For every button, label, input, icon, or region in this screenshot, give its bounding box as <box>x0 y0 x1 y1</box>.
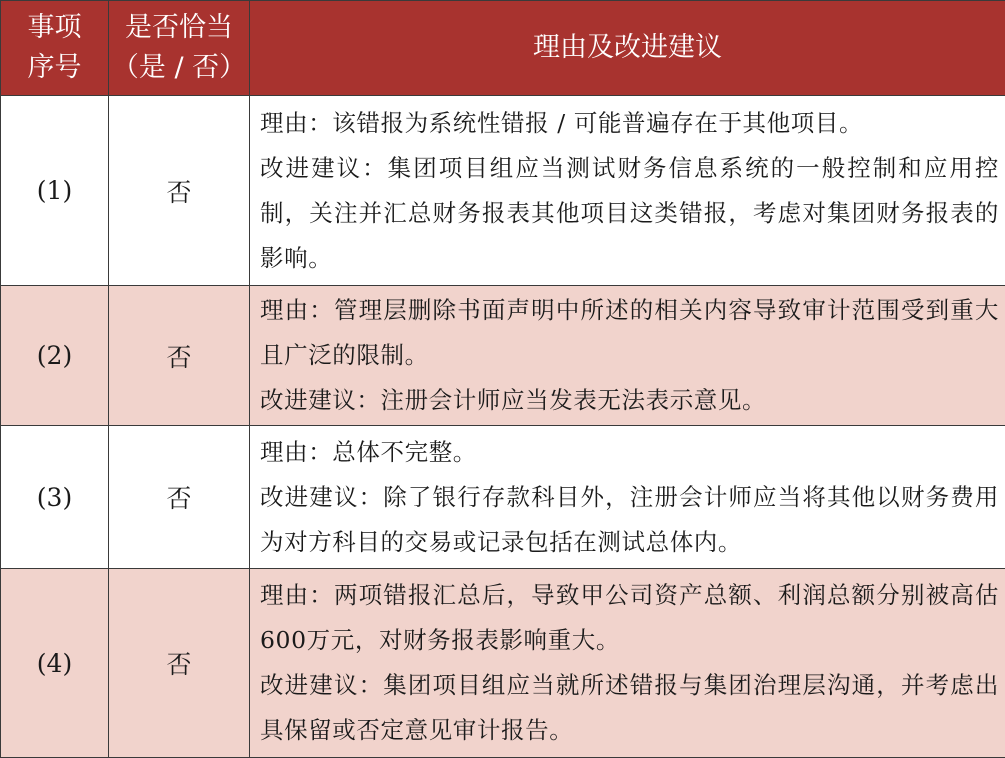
header-reason-advice: 理由及改进建议 <box>250 1 1005 96</box>
item-number: (1) <box>1 96 109 286</box>
advice-text: 改进建议：集团项目组应当就所述错报与集团治理层沟通，并考虑出具保留或否定意见审计报告。 <box>260 663 999 753</box>
table-row <box>1 286 1005 426</box>
header-item-number <box>1 1 109 96</box>
header-item-number-line-1: 事项 <box>1 8 108 48</box>
advice-text: 改进建议：注册会计师应当发表无法表示意见。 <box>260 378 999 423</box>
table-row <box>1 569 1005 758</box>
header-appropriate-line-2: （是 / 否） <box>109 48 249 88</box>
reason-text: 理由：管理层删除书面声明中所述的相关内容导致审计范围受到重大且广泛的限制。 <box>260 288 999 378</box>
header-appropriate-line-1: 是否恰当 <box>109 8 249 48</box>
reason-advice-cell <box>250 569 1005 758</box>
appropriate-value: 否 <box>109 426 250 569</box>
reason-advice-cell <box>250 286 1005 426</box>
appropriate-value: 否 <box>109 286 250 426</box>
item-number: (2) <box>1 286 109 426</box>
advice-text: 改进建议：集团项目组应当测试财务信息系统的一般控制和应用控制，关注并汇总财务报表其他项目这类错报，考虑对集团财务报表的影响。 <box>260 146 999 281</box>
advice-text: 改进建议：除了银行存款科目外，注册会计师应当将其他以财务费用为对方科目的交易或记录包括在测试总体内。 <box>260 475 999 565</box>
item-number: (4) <box>1 569 109 758</box>
header-appropriate <box>109 1 250 96</box>
reason-text: 理由：该错报为系统性错报 / 可能普遍存在于其他项目。 <box>260 101 999 146</box>
item-number: (3) <box>1 426 109 569</box>
header-item-number-line-2: 序号 <box>1 48 108 88</box>
reason-advice-cell <box>250 426 1005 569</box>
reason-advice-cell <box>250 96 1005 286</box>
table-header-row <box>1 1 1005 96</box>
reason-text: 理由：总体不完整。 <box>260 430 999 475</box>
table-row <box>1 426 1005 569</box>
reason-text: 理由：两项错报汇总后，导致甲公司资产总额、利润总额分别被高估600万元，对财务报表影响重大。 <box>260 573 999 663</box>
appropriate-value: 否 <box>109 96 250 286</box>
table-row <box>1 96 1005 286</box>
appropriate-value: 否 <box>109 569 250 758</box>
